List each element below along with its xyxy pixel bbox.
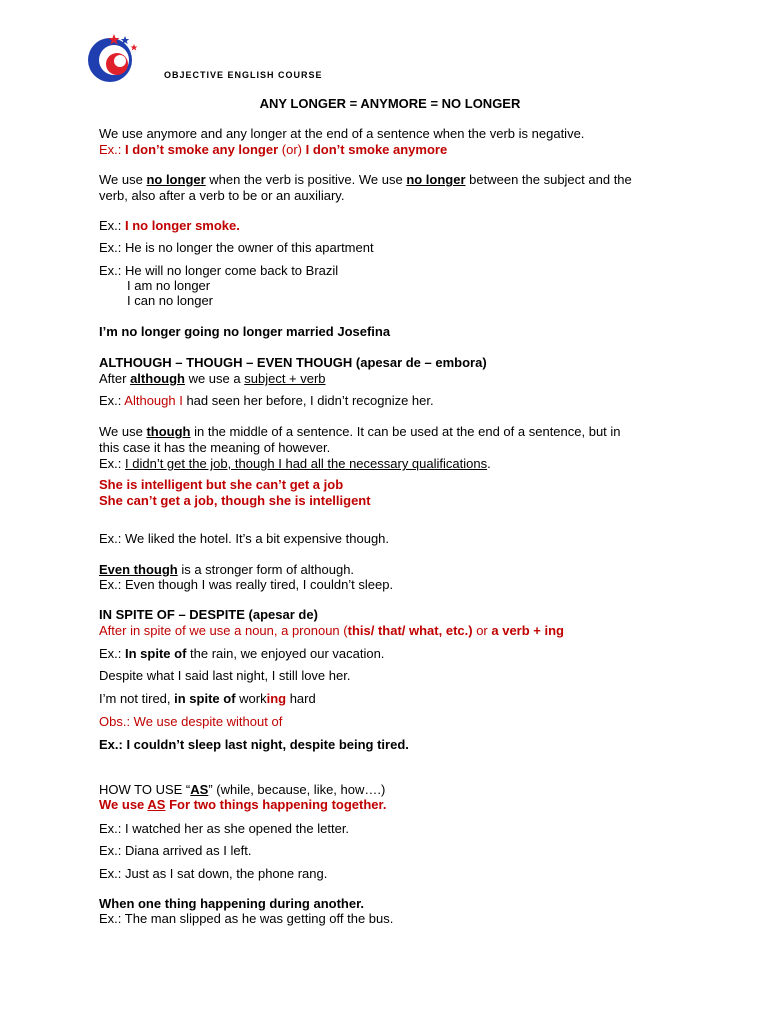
s2-example-1: Ex.: I no longer smoke.: [99, 218, 240, 233]
s3-example-3: Ex.: We liked the hotel. It’s a bit expensive though.: [99, 531, 390, 546]
s2-line-2: verb, also after a verb to be or an auxiliary.: [99, 188, 345, 203]
s4-heading: IN SPITE OF – DESPITE (apesar de): [99, 607, 318, 622]
s5-bold-line: When one thing happening during another.: [99, 896, 365, 911]
s5-example-1: Ex.: I watched her as she opened the letter.: [99, 821, 350, 836]
s5-example-3: Ex.: Just as I sat down, the phone rang.: [99, 866, 328, 881]
s2-example-3b: I am no longer: [127, 278, 211, 293]
s2-example-3c: I can no longer: [127, 293, 214, 308]
s3-red-line-2: She can’t get a job, though she is intelligent: [99, 493, 371, 508]
s1-line-1: We use anymore and any longer at the end of a sentence when the verb is negative.: [99, 126, 585, 141]
s4-example-2: Despite what I said last night, I still love her.: [99, 668, 351, 683]
s2-example-2: Ex.: He is no longer the owner of this apartment: [99, 240, 374, 255]
s2-line-1: We use no longer when the verb is positive. We use no longer between the subject and the: [99, 172, 632, 187]
s4-example-3: I’m not tired, in spite of working hard: [99, 691, 316, 706]
s3-example-4: Ex.: Even though I was really tired, I couldn’t sleep.: [99, 577, 394, 592]
page-title: ANY LONGER = ANYMORE = NO LONGER: [259, 96, 521, 111]
s3-example-2: Ex.: I didn’t get the job, though I had all the necessary qualifications.: [99, 456, 491, 471]
course-logo: [84, 30, 140, 86]
s2-bold-line: I’m no longer going no longer married Josefina: [99, 324, 391, 339]
s4-example-1: Ex.: In spite of the rain, we enjoyed our vacation.: [99, 646, 385, 661]
s5-example-4: Ex.: The man slipped as he was getting off the bus.: [99, 911, 394, 926]
s5-example-2: Ex.: Diana arrived as I left.: [99, 843, 252, 858]
s3-after: After although we use a subject + verb: [99, 371, 326, 386]
s3-heading: ALTHOUGH – THOUGH – EVEN THOUGH (apesar de – embora): [99, 355, 487, 370]
s4-example-4: Ex.: I couldn’t sleep last night, despite being tired.: [99, 737, 409, 752]
s3-even-though: Even though is a stronger form of although.: [99, 562, 355, 577]
s4-obs: Obs.: We use despite without of: [99, 714, 283, 729]
s3-though-line-2: this case it has the meaning of however.: [99, 440, 331, 455]
s3-example-1: Ex.: Although I had seen her before, I didn’t recognize her.: [99, 393, 434, 408]
s5-heading: HOW TO USE “AS” (while, because, like, how….): [99, 782, 386, 797]
s3-though-line-1: We use though in the middle of a sentence. It can be used at the end of a sentence, but in: [99, 424, 621, 439]
s5-rule: We use AS For two things happening together.: [99, 797, 387, 812]
s2-example-3: Ex.: He will no longer come back to Brazil: [99, 263, 339, 278]
s4-rule: After in spite of we use a noun, a pronoun (this/ that/ what, etc.) or a verb + ing: [99, 623, 564, 638]
s1-example: Ex.: I don’t smoke any longer (or) I don’t smoke anymore: [99, 142, 448, 157]
s3-red-line-1: She is intelligent but she can’t get a job: [99, 477, 344, 492]
course-name: OBJECTIVE ENGLISH COURSE: [164, 70, 323, 80]
